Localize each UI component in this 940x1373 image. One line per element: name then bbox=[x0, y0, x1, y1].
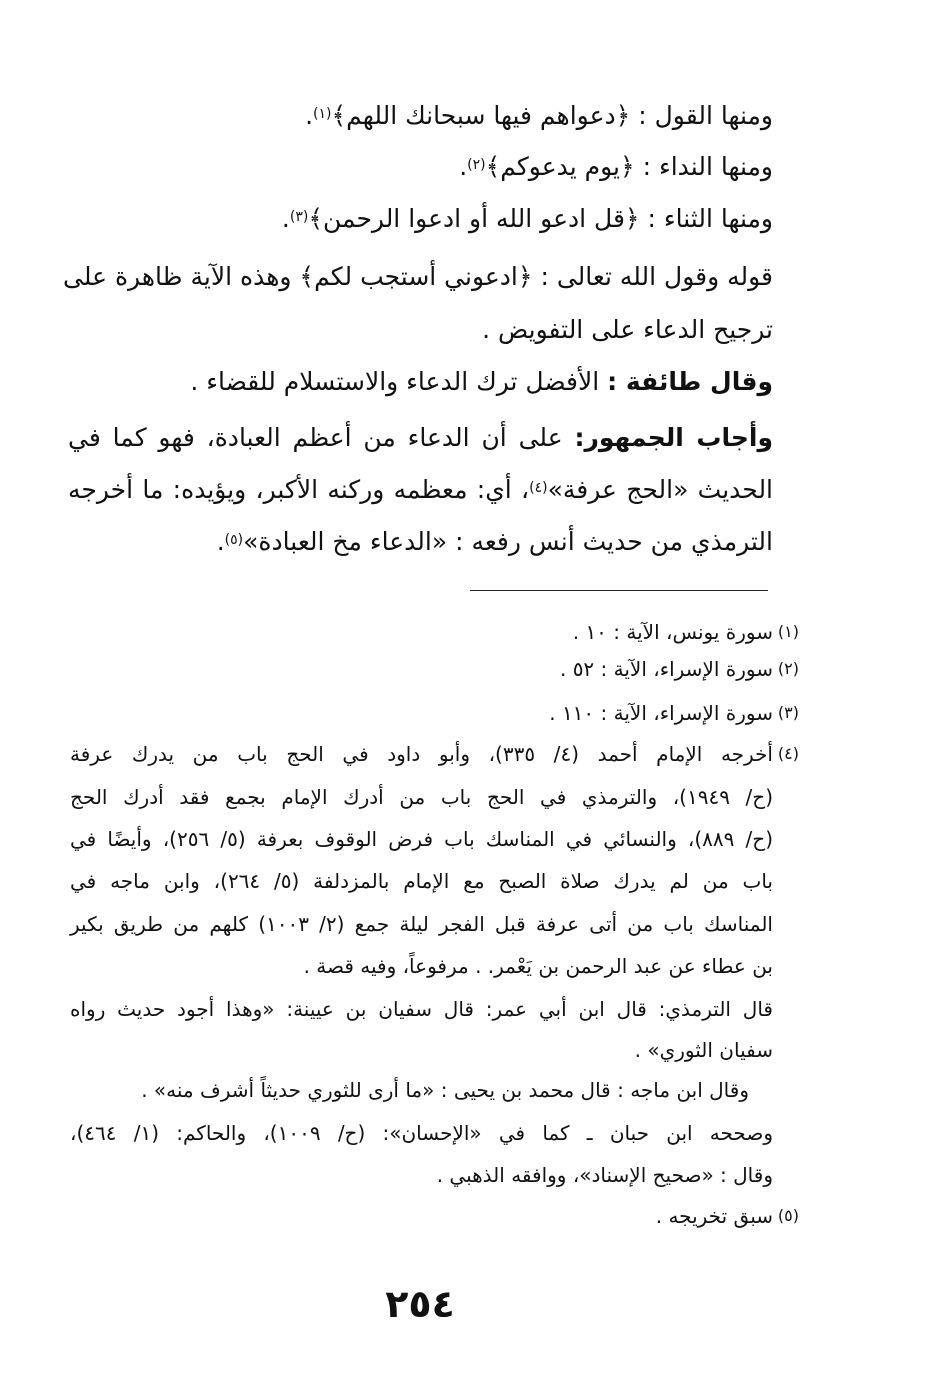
footnote-text: بن عطاء عن عبد الرحمن بن يَعْمر. . مرفوعاً، وفيه قصة . bbox=[303, 954, 773, 978]
footnote-text: وقال : «صحيح الإسناد»، ووافقه الذهبي . bbox=[436, 1163, 773, 1187]
footnote-text: (ح/ ١٩٤٩)، والترمذي في الحج باب من أدرك الإمام بجمع فقد أدرك الحج bbox=[70, 785, 773, 809]
footnote-text: المناسك باب من أتى عرفة قبل الفجر ليلة جمع (٢/ ١٠٠٣) كلهم من طريق بكير bbox=[70, 912, 773, 936]
text-segment: . bbox=[281, 204, 290, 233]
main-line-4: قوله وقول الله تعالى : ﴿ادعوني أستجب لكم﴾ وهذه الآية ظاهرة على bbox=[62, 262, 773, 291]
text-segment: ، أي: معظمه وركنه الأكبر، ويؤيده: ما أخرجه bbox=[68, 475, 530, 504]
footnote-text: سبق تخريجه . bbox=[655, 1204, 773, 1228]
main-line-7 bbox=[68, 418, 773, 458]
footnote-number: (١) bbox=[777, 622, 799, 641]
footnote-text: (ح/ ٨٨٩)، والنسائي في المناسك باب فرض الوقوف بعرفة (٥/ ٢٥٦)، وأيضًا في bbox=[70, 827, 773, 851]
main-line-1 bbox=[305, 96, 773, 136]
footnote-text: سفيان الثوري» . bbox=[634, 1038, 773, 1062]
footnote-ref[interactable]: (٢) bbox=[467, 157, 486, 173]
main-line-8 bbox=[68, 470, 773, 510]
footnote-number: (٥) bbox=[777, 1206, 799, 1225]
main-line-3 bbox=[282, 199, 773, 239]
main-line-6 bbox=[190, 362, 773, 402]
footnote-number: (٢) bbox=[777, 659, 799, 678]
main-line-5: ترجيح الدعاء على التفويض . bbox=[482, 315, 773, 344]
footnote-text: سورة الإسراء، الآية : ٥٢ . bbox=[559, 657, 773, 681]
footnote-text: باب من لم يدرك صلاة الصبح مع الإمام بالمزدلفة (٥/ ٢٦٤)، وابن ماجه في bbox=[70, 869, 773, 893]
footnote-ref[interactable]: (٣) bbox=[289, 209, 309, 225]
footnote-ref[interactable]: (٥) bbox=[224, 532, 244, 548]
main-line-2 bbox=[459, 147, 773, 187]
bold-lead: وأجاب الجمهور: bbox=[574, 423, 773, 452]
bold-lead: وقال طائفة : bbox=[607, 367, 773, 396]
footnote-ref[interactable]: (١) bbox=[313, 106, 332, 122]
text-segment: الترمذي من حديث أنس رفعه : «الدعاء مخ العبادة» bbox=[243, 527, 773, 556]
footnote-text: أخرجه الإمام أحمد (٤/ ٣٣٥)، وأبو داود في الحج باب من يدرك عرفة bbox=[70, 742, 773, 766]
footnote-number: (٤) bbox=[777, 744, 799, 763]
text-segment: على أن الدعاء من أعظم العبادة، فهو كما في bbox=[68, 423, 563, 452]
text-segment: ومنها الثناء : ﴿قل ادعو الله أو ادعوا الرحمن﴾ bbox=[308, 204, 773, 233]
text-segment: . bbox=[459, 152, 468, 181]
footnote-text: قال الترمذي: قال ابن أبي عمر: قال سفيان بن عيينة: «وهذا أجود حديث رواه bbox=[70, 997, 773, 1021]
footnote-ref[interactable]: (٤) bbox=[529, 480, 548, 496]
page-number: ٢٥٤ bbox=[385, 1282, 455, 1326]
footnote-text: سورة الإسراء، الآية : ١١٠ . bbox=[549, 701, 773, 725]
footnote-separator bbox=[470, 590, 768, 591]
text-segment: الحديث «الحج عرفة» bbox=[547, 475, 774, 504]
main-line-9 bbox=[217, 522, 773, 562]
footnote-text: وصححه ابن حبان ـ كما في «الإحسان»: (ح/ ١٠٠٩)، والحاكم: (١/ ٤٦٤)، bbox=[70, 1121, 773, 1145]
footnote-text: سورة يونس، الآية : ١٠ . bbox=[572, 620, 773, 644]
text-segment: . bbox=[216, 527, 225, 556]
text-segment: ومنها القول : ﴿دعواهم فيها سبحانك اللهم﴾ bbox=[331, 101, 773, 130]
footnote-number: (٣) bbox=[777, 703, 799, 722]
text-segment: . bbox=[305, 101, 314, 130]
footnote-text: وقال ابن ماجه : قال محمد بن يحيى : «ما أرى للثوري حديثاً أشرف منه» . bbox=[141, 1078, 749, 1102]
text-segment: ومنها النداء : ﴿يوم يدعوكم﴾ bbox=[485, 152, 773, 181]
text-segment: الأفضل ترك الدعاء والاستسلام للقضاء . bbox=[190, 367, 600, 396]
